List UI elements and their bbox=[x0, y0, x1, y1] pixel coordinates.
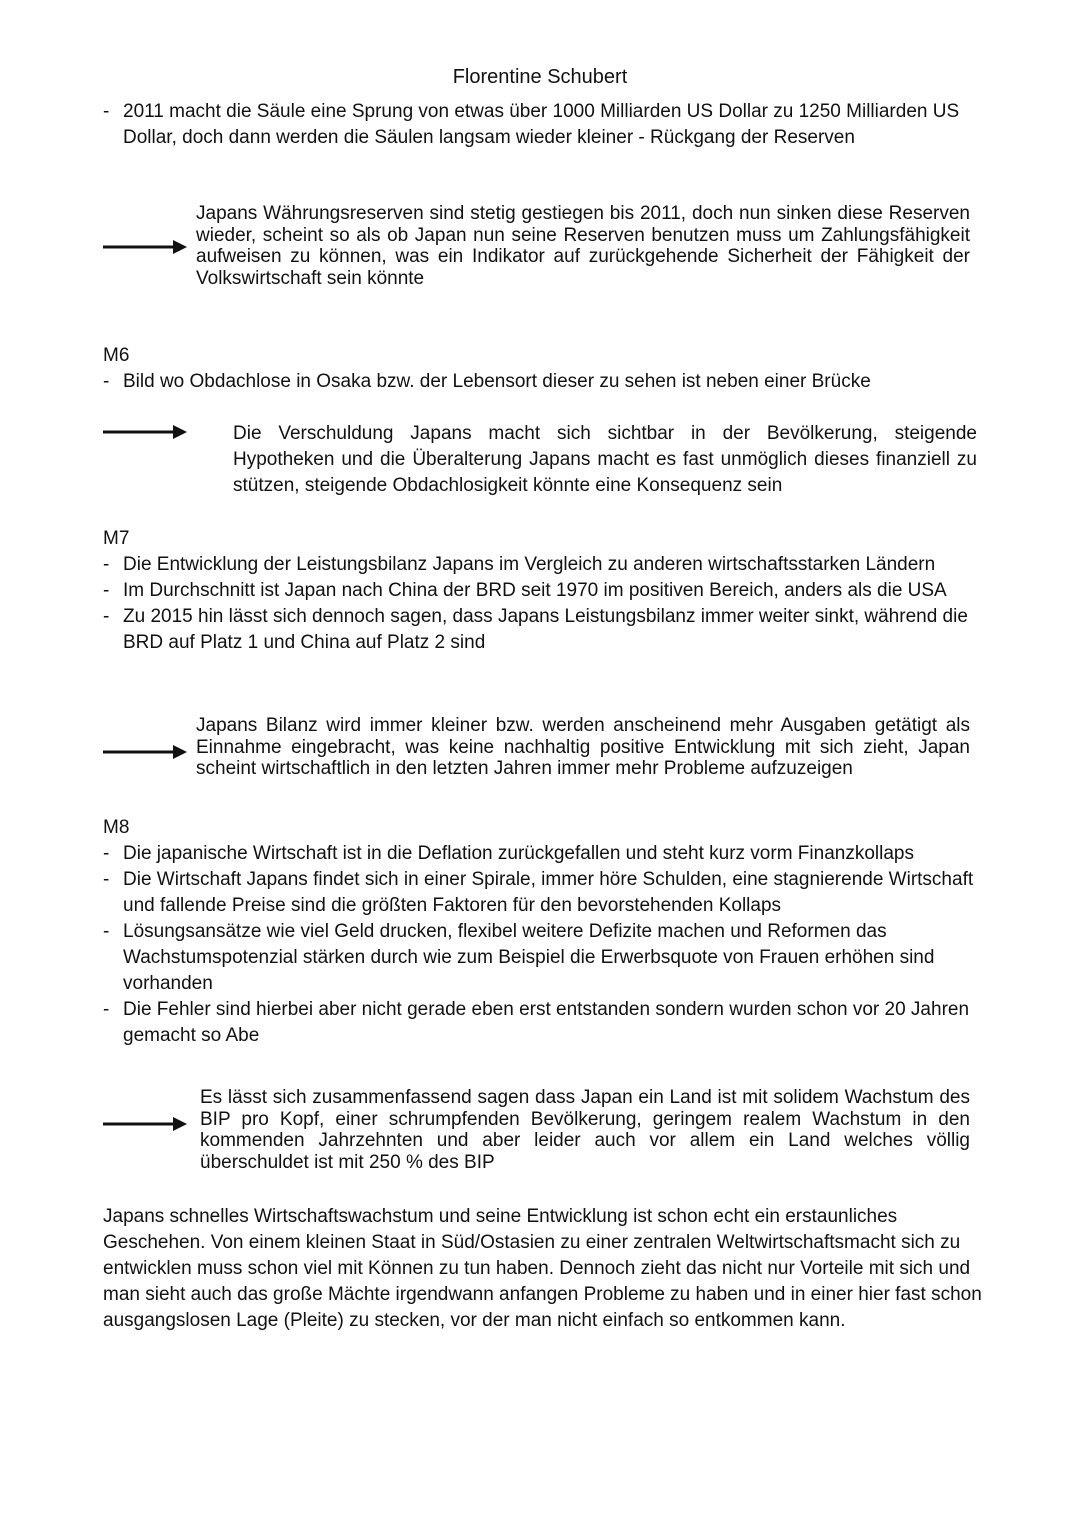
list-item: - Die japanische Wirtschaft ist in die Deflation zurückgefallen und steht kurz vorm Finanzkollaps bbox=[103, 841, 983, 867]
m8-bullet-list bbox=[103, 841, 983, 1049]
list-item: - Im Durchschnitt ist Japan nach China der BRD seit 1970 im positiven Bereich, anders als die USA bbox=[103, 578, 983, 604]
intro-conclusion: Japans Währungsreserven sind stetig gestiegen bis 2011, doch nun sinken diese Reserven wieder, scheint so als ob Japan nun seine Reserven benutzen muss um Zahlungsfähigkeit aufweisen zu können, was ein Indikator auf zurückgehende Sicherheit der Fähigkeit der Volkswirtschaft sein könnte bbox=[196, 203, 970, 289]
author-name: Florentine Schubert bbox=[452, 66, 628, 88]
list-item: - Zu 2015 hin lässt sich dennoch sagen, dass Japans Leistungsbilanz immer weiter sinkt, während die BRD auf Platz 1 und China auf Platz 2 sind bbox=[103, 604, 983, 656]
m7-bullet-list bbox=[103, 552, 983, 656]
list-item: - Lösungsansätze wie viel Geld drucken, flexibel weitere Defizite machen und Reformen das Wachstumspotenzial stärken durch wie zum Beispiel die Erwerbsquote von Frauen erhöhen sind vorhanden bbox=[103, 919, 983, 997]
list-item: - Die Wirtschaft Japans findet sich in einer Spirale, immer höre Schulden, eine stagnierende Wirtschaft und fallende Preise sind die größten Faktoren für den bevorstehenden Kollaps bbox=[103, 867, 983, 919]
list-item: - Die Entwicklung der Leistungsbilanz Japans im Vergleich zu anderen wirtschaftsstarken Ländern bbox=[103, 552, 983, 578]
list-item: - Bild wo Obdachlose in Osaka bzw. der Lebensort dieser zu sehen ist neben einer Brücke bbox=[103, 369, 983, 395]
list-item: - 2011 macht die Säule eine Sprung von etwas über 1000 Milliarden US Dollar zu 1250 Milliarden US Dollar, doch dann werden die Säulen langsam wieder kleiner - Rückgang der Reserven bbox=[103, 99, 983, 151]
right-arrow-icon bbox=[103, 240, 187, 254]
section-heading-m8: M8 bbox=[103, 817, 130, 838]
section-heading-m7: M7 bbox=[103, 528, 130, 549]
intro-bullet-list bbox=[103, 99, 983, 151]
m6-conclusion: Die Verschuldung Japans macht sich sichtbar in der Bevölkerung, steigende Hypotheken und die Überalterung Japans macht es fast unmöglich dieses finanziell zu stützen, steigende Obdachlosigkeit könnte eine Konsequenz sein bbox=[233, 423, 977, 496]
right-arrow-icon bbox=[103, 425, 187, 439]
final-paragraph: Japans schnelles Wirtschaftswachstum und seine Entwicklung ist schon echt ein erstaunliches Geschehen. Von einem kleinen Staat in Süd/Ostasien zu einer zentralen Weltwirtschaftsmacht sich zu entwicklen muss schon viel mit Können zu tun haben. Dennoch zieht das nicht nur Vorteile mit sich und man sieht auch das große Mächte irgendwann anfangen Probleme zu haben und in einer hier fast schon ausgangslosen Lage (Pleite) zu stecken, vor der man nicht einfach so entkommen kann. bbox=[103, 1206, 982, 1331]
right-arrow-icon bbox=[103, 1117, 187, 1131]
section-heading-m6: M6 bbox=[103, 345, 130, 366]
right-arrow-icon bbox=[103, 745, 187, 759]
m7-conclusion: Japans Bilanz wird immer kleiner bzw. werden anscheinend mehr Ausgaben getätigt als Einnahme eingebracht, was keine nachhaltig positive Entwicklung mit sich zieht, Japan scheint wirtschaftlich in den letzten Jahren immer mehr Probleme aufzuzeigen bbox=[196, 715, 970, 779]
m8-conclusion: Es lässt sich zusammenfassend sagen dass Japan ein Land ist mit solidem Wachstum des BIP pro Kopf, einer schrumpfenden Bevölkerung, geringem realem Wachstum in den kommenden Jahrzehnten und aber leider auch vor allem ein Land welches völlig überschuldet ist mit 250 % des BIP bbox=[200, 1087, 970, 1173]
m6-bullet-list bbox=[103, 369, 983, 395]
list-item: - Die Fehler sind hierbei aber nicht gerade eben erst entstanden sondern wurden schon vor 20 Jahren gemacht so Abe bbox=[103, 997, 983, 1049]
